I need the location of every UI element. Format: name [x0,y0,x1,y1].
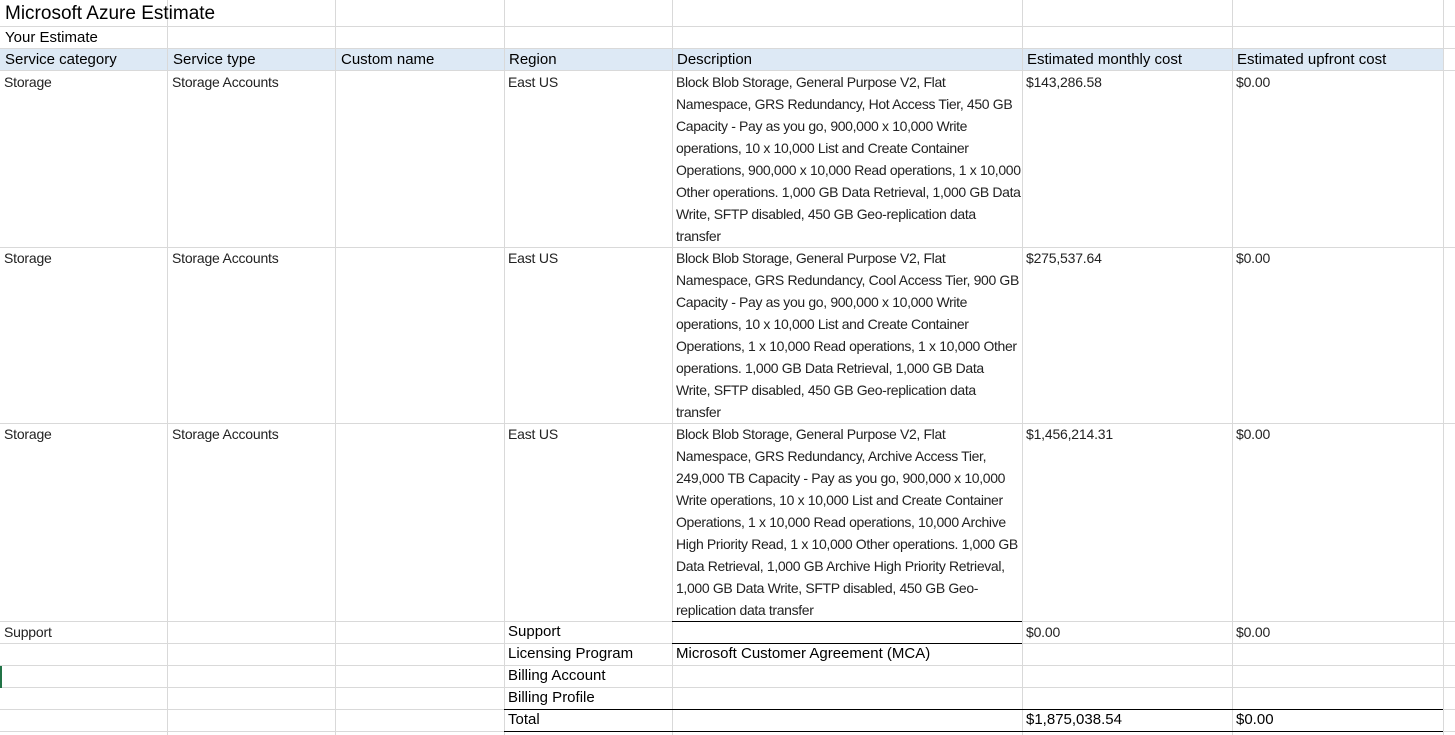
column-divider [335,0,336,735]
total-label[interactable]: Total [508,711,540,728]
licensing-value[interactable]: Microsoft Customer Agreement (MCA) [676,645,931,662]
row1-service-category[interactable]: Storage [4,74,52,90]
row3-service-category[interactable]: Storage [4,426,52,442]
support-label[interactable]: Support [508,623,561,640]
row-divider [0,665,1455,666]
column-divider [167,0,168,735]
header-description[interactable]: Description [677,51,753,68]
row1-monthly-cost[interactable]: $143,286.58 [1026,74,1102,90]
support-upfront-cost[interactable]: $0.00 [1236,624,1271,640]
row3-upfront-cost[interactable]: $0.00 [1236,426,1271,442]
row3-description[interactable]: Block Blob Storage, General Purpose V2, Flat Namespace, GRS Redundancy, Archive Access Tier, 249,000 TB Capacity - Pay as you go, 900,000 x 10,000 Write operations, 10 x 10,000 List and Create Container Operations, 1 x 10,000 Read operations, 10,000 Archive High Priority Read, 1 x 10,000 Other operations. 1,000 GB Data Retrieval, 1,000 GB Archive High Priority Retrieval, 1,000 GB Data Write, SFTP disabled, 450 GB Geo-replication data transfer [676,426,1018,618]
row3-region[interactable]: East US [508,426,558,442]
header-region[interactable]: Region [509,51,557,68]
total-bottom-border [504,731,1443,732]
row2-service-category[interactable]: Storage [4,250,52,266]
billing-profile-label[interactable]: Billing Profile [508,689,595,706]
support-service-category[interactable]: Support [4,624,52,640]
support-monthly-cost[interactable]: $0.00 [1026,624,1061,640]
column-divider [1443,0,1444,735]
row-divider [0,687,1455,688]
row1-region[interactable]: East US [508,74,558,90]
support-top-border [672,621,1022,622]
header-service-category[interactable]: Service category [5,51,117,68]
sheet-title[interactable]: Microsoft Azure Estimate [5,3,216,24]
row2-region[interactable]: East US [508,250,558,266]
active-cell-marker [0,666,2,688]
licensing-label[interactable]: Licensing Program [508,645,634,662]
row2-monthly-cost[interactable]: $275,537.64 [1026,250,1102,266]
total-upfront-cost[interactable]: $0.00 [1236,711,1274,728]
header-upfront-cost[interactable]: Estimated upfront cost [1237,51,1387,68]
billing-account-label[interactable]: Billing Account [508,667,606,684]
row2-service-type[interactable]: Storage Accounts [172,250,279,266]
header-service-type[interactable]: Service type [173,51,256,68]
row1-upfront-cost[interactable]: $0.00 [1236,74,1271,90]
total-monthly-cost[interactable]: $1,875,038.54 [1026,711,1122,728]
header-monthly-cost[interactable]: Estimated monthly cost [1027,51,1183,68]
sheet-subtitle[interactable]: Your Estimate [5,29,98,46]
row2-upfront-cost[interactable]: $0.00 [1236,250,1271,266]
row1-description[interactable]: Block Blob Storage, General Purpose V2, Flat Namespace, GRS Redundancy, Hot Access Tier, 450 GB Capacity - Pay as you go, 900,000 x 10,000 Write operations, 10 x 10,000 List and Create Container Operations, 900,000 x 10,000 Read operations, 1 x 10,000 Other operations. 1,000 GB Data Retrieval, 1,000 GB Data Write, SFTP disabled, 450 GB Geo-replication data transfer [676,74,1021,244]
header-custom-name[interactable]: Custom name [341,51,435,68]
row3-service-type[interactable]: Storage Accounts [172,426,279,442]
row3-monthly-cost[interactable]: $1,456,214.31 [1026,426,1113,442]
row2-description[interactable]: Block Blob Storage, General Purpose V2, Flat Namespace, GRS Redundancy, Cool Access Tier, 900 GB Capacity - Pay as you go, 900,000 x 10,000 Write operations, 10 x 10,000 List and Create Container Operations, 1 x 10,000 Read operations, 1 x 10,000 Other operations. 1,000 GB Data Retrieval, 1,000 GB Data Write, SFTP disabled, 450 GB Geo-replication data transfer [676,250,1019,420]
row1-service-type[interactable]: Storage Accounts [172,74,279,90]
